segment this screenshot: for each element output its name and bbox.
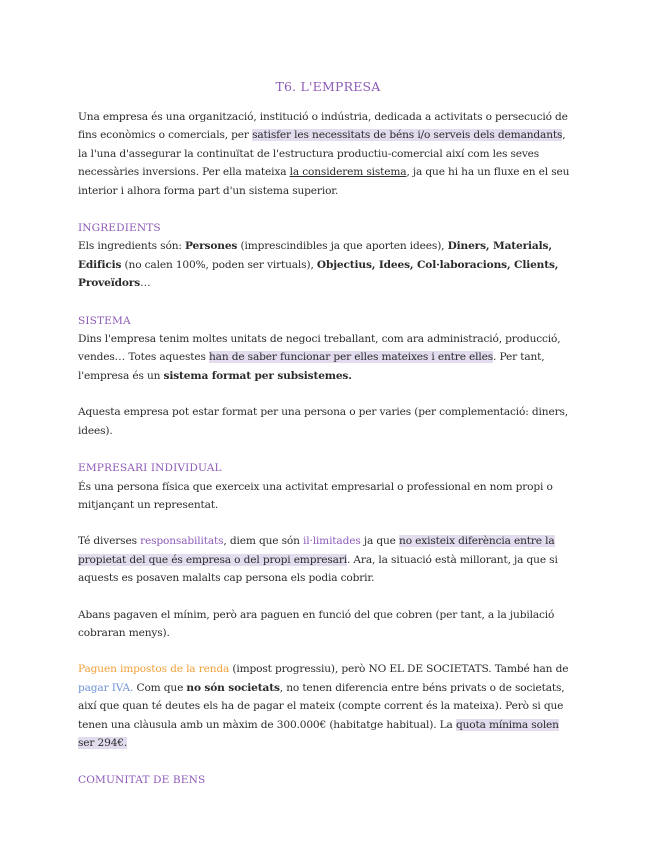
empresari-p2-text-4: . Ara, la situació està millorant, ja que si aquests es posaven malalts cap persona els podia cobrir.: [78, 553, 558, 585]
ingredients-text-4: …: [140, 277, 151, 290]
empresari-p4-text-3: , no tenen diferencia entre béns privats o de societats, així que quan té deutes els ha de pagar el mateix (compte corrent és la mateixa). Però si que tenen una clàusula amb un màxim de 300.000€ (habitatge habitual). La: [78, 681, 565, 731]
ingredients-bold-1: Persones: [185, 240, 238, 253]
heading-ingredients: INGREDIENTS: [78, 222, 161, 235]
sistema-paragraph: [78, 330, 578, 385]
empresari-p4-text-2: Com que: [133, 681, 187, 694]
empresari-p2-highlight: no existeix diferència entre la propietat del que és empresa o del propi empresari: [78, 535, 555, 566]
intro-highlight: satisfer les necessitats de béns i/o serveis dels demandants: [252, 129, 563, 142]
document-page: [78, 78, 578, 790]
sistema-highlight: han de saber funcionar per elles mateixes i entre elles: [208, 351, 494, 364]
empresari-paragraph-4: [78, 660, 578, 752]
empresari-p2-text-1: Té diverses: [78, 535, 141, 548]
empresari-paragraph-1: És una persona física que exerceix una activitat empresarial o professional en nom propi o mitjançant un representat.: [78, 480, 553, 511]
page-title: T6. L'EMPRESA: [275, 79, 381, 94]
intro-underline: la considerem sistema: [289, 166, 407, 179]
responsabilitats-link[interactable]: responsabilitats: [140, 535, 224, 548]
sistema-text-1: Dins l'empresa tenim moltes unitats de negoci treballant, com ara administració, producció, vendes… Totes aquestes: [78, 333, 561, 364]
ingredients-text-2: (imprescindibles ja que aporten idees),: [237, 240, 448, 253]
empresari-paragraph-3: Abans pagaven el mínim, però ara paguen en funció del que cobren (per tant, a la jubilació cobraran menys).: [78, 608, 555, 639]
empresari-p4-text-1: (impost progressiu), però NO EL DE SOCIETATS. També han de: [232, 663, 569, 676]
intro-paragraph: [78, 108, 578, 200]
ingredients-bold-3: Objectius, Idees, Col·laboracions, Clients, Proveïdors: [78, 258, 559, 290]
empresari-p4-bold: no són societats: [186, 681, 280, 694]
ingredients-text-3: (no calen 100%, poden ser virtuals),: [121, 258, 317, 271]
empresari-paragraph-2: [78, 532, 578, 587]
impostos-renda-link[interactable]: Paguen impostos de la renda: [78, 663, 233, 676]
ingredients-paragraph: [78, 237, 578, 292]
sistema-paragraph-2: Aquesta empresa pot estar format per una persona o per varies (per complementació: diners, idees).: [78, 406, 568, 437]
empresari-p2-text-2: , diem que són: [223, 535, 303, 548]
il-limitades-link[interactable]: il·limitades: [303, 535, 361, 548]
ingredients-text-1: Els ingredients són:: [78, 240, 185, 253]
sistema-bold: sistema format per subsistemes.: [163, 369, 352, 382]
pagar-iva-link[interactable]: pagar IVA.: [78, 681, 134, 694]
empresari-p2-text-3: ja que: [360, 535, 400, 548]
heading-comunitat-de-bens: COMUNITAT DE BENS: [78, 774, 206, 787]
empresari-p4-highlight: quota mínima solen ser 294€.: [78, 718, 559, 749]
intro-text-2: , la l'una d'assegurar la continuïtat de l'estructura productiu-comercial així com les seves necessàries inversions. Per ella mateixa: [78, 129, 566, 179]
heading-sistema: SISTEMA: [78, 314, 131, 327]
sistema-text-2: . Per tant, l'empresa és un: [78, 351, 545, 382]
intro-text-3: , ja que hi ha un fluxe en el seu interior i alhora forma part d'un sistema superior.: [78, 166, 570, 197]
ingredients-bold-2: Diners, Materials, Edificis: [78, 240, 552, 271]
intro-text-1: Una empresa és una organització, institució o indústria, dedicada a activitats o persecució de fins econòmics o comercials, per: [78, 111, 568, 142]
heading-empresari-individual: EMPRESARI INDIVIDUAL: [78, 462, 222, 475]
